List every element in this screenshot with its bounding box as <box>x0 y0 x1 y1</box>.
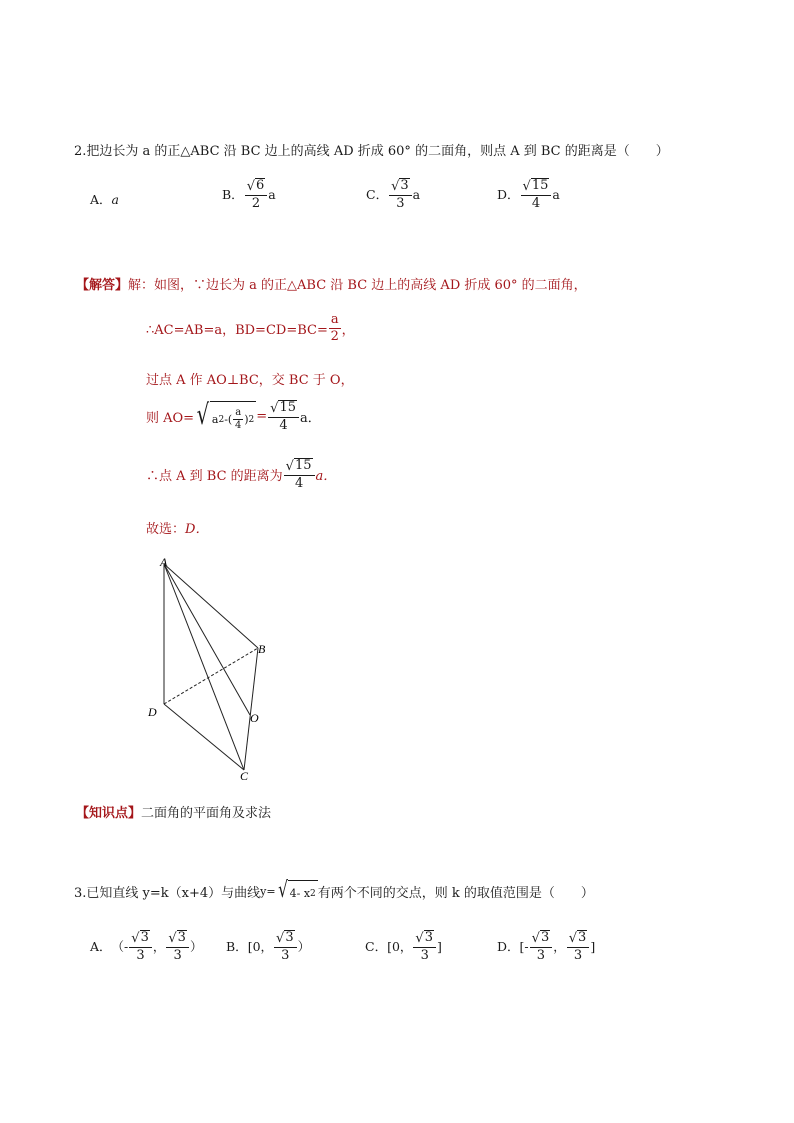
label-b: B <box>258 642 266 656</box>
edge-db <box>164 648 258 704</box>
edge-ao <box>164 564 250 715</box>
q2-option-b[interactable]: B． √ 6 2 a <box>222 178 276 211</box>
solution-intro: 【解答】解：如图，∵边长为 a 的正△ABC 沿 BC 边上的高线 AD 折成 60° 的二面角， <box>76 278 587 293</box>
question-2-stem: 2.把边长为 a 的正△ABC 沿 BC 边上的高线 AD 折成 60° 的二面角，则点 A 到 BC 的距离是（ ） <box>74 144 669 159</box>
q2-option-c[interactable]: C． √ 3 3 a <box>366 178 421 211</box>
tetrahedron-figure <box>140 552 280 787</box>
q2-option-a[interactable]: A．a <box>90 192 119 207</box>
solution-line-1: ∴AC=AB=a，BD=CD=BC= $\frac{a}{2}$ ， <box>146 312 355 344</box>
edge-ac <box>164 564 244 770</box>
knowledge-point: 【知识点】二面角的平面角及求法 <box>76 806 272 821</box>
edge-ab <box>164 564 258 648</box>
q3-option-c[interactable]: C． [0， √ 3 3 ] <box>365 930 442 963</box>
solution-line-3: 则 AO= √ a 2 -( $\frac{a}{4}$ ) 2 = √ 15 4 a． <box>146 397 321 433</box>
label-d: D <box>148 705 157 719</box>
q2-option-d[interactable]: D． √ 15 4 a <box>497 178 560 211</box>
radical: √ a 2 -( $\frac{a}{4}$ ) 2 <box>196 397 255 432</box>
radical: √ 4- x 2 <box>277 878 316 903</box>
label-c: C <box>240 769 249 783</box>
q3-option-d[interactable]: D． [- √ 3 3 ， √ 3 3 ] <box>497 930 596 963</box>
question-3-stem: 3.已知直线 y=k（x+4）与曲线 y= √ 4- x 2 有两个不同的交点，则 k 的取值范围是（ ） <box>74 878 594 903</box>
solution-line-2: 过点 A 作 AO⊥BC，交 BC 于 O， <box>146 373 354 388</box>
label-a: A <box>160 555 168 569</box>
solution-line-5: 故选：D． <box>146 522 209 537</box>
edge-dc <box>164 704 244 770</box>
fraction: √ 6 2 <box>245 178 268 211</box>
q3-option-a[interactable]: A． （- √ 3 3 ， √ 3 3 ） <box>90 930 203 963</box>
fraction: √ 15 4 <box>521 178 552 211</box>
fraction: √ 3 3 <box>389 178 412 211</box>
q3-option-b[interactable]: B． [0， √ 3 3 ） <box>226 930 311 963</box>
solution-line-4: ∴点 A 到 BC 的距离为 √ 15 4 a． <box>146 458 337 491</box>
label-o: O <box>250 711 259 725</box>
